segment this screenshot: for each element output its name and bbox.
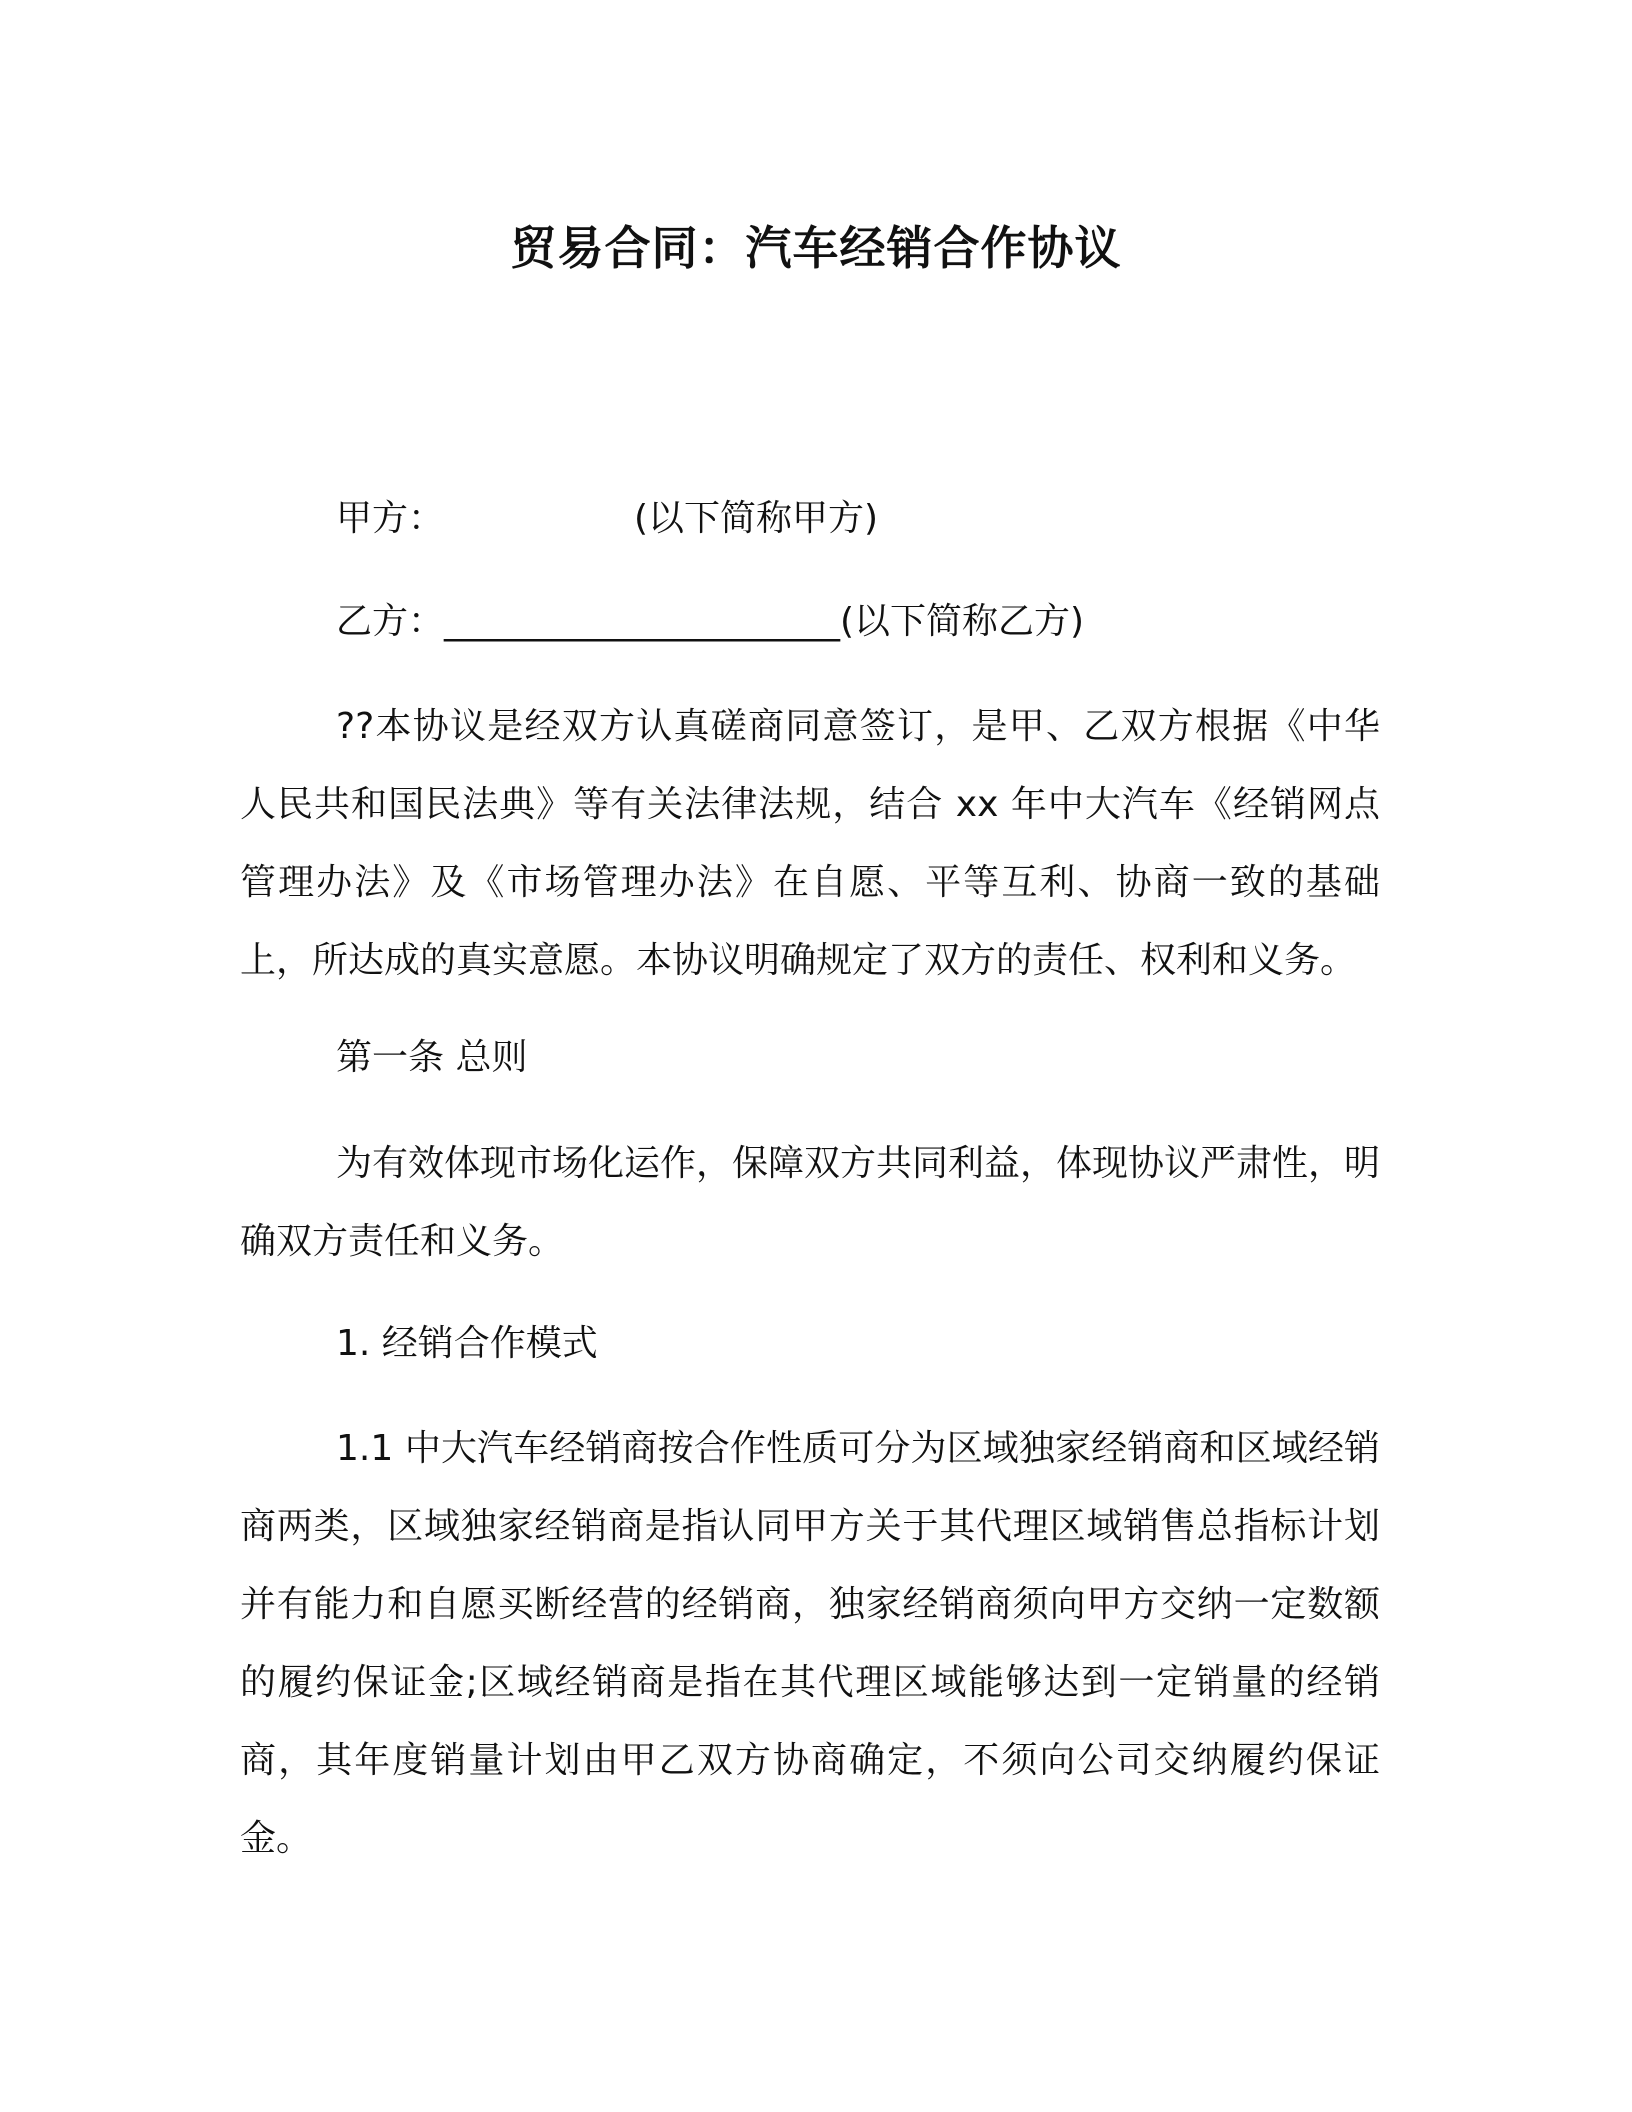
party-a-line xyxy=(336,497,878,541)
party-b-name-blank: ______________________ xyxy=(444,601,841,642)
party-b-line xyxy=(336,600,1084,644)
document-title: 贸易合同：汽车经销合作协议 xyxy=(510,221,1122,275)
party-b-suffix: (以下简称乙方) xyxy=(840,601,1085,642)
party-b-label: 乙方： xyxy=(336,601,445,642)
preamble-paragraph: ??本协议是经双方认真磋商同意签订，是甲、乙双方根据《中华人民共和国民法典》等有关法律法规，结合 xx 年中大汽车《经销网点管理办法》及《市场管理办法》在自愿、平等互利、协商一致的基础上，所达成的真实意愿。本协议明确规定了双方的责任、权利和义务。 xyxy=(240,706,1380,981)
article-1-paragraph: 为有效体现市场化运作，保障双方共同利益，体现协议严肃性，明确双方责任和义务。 xyxy=(240,1143,1381,1262)
party-a-suffix: (以下简称甲方) xyxy=(634,498,879,539)
section-1-1-paragraph: 1.1 中大汽车经销商按合作性质可分为区域独家经销商和区域经销商两类，区域独家经销商是指认同甲方关于其代理区域销售总指标计划并有能力和自愿买断经营的经销商，独家经销商须向甲方交纳一定数额的履约保证金;区域经销商是指在其代理区域能够达到一定销量的经销商，其年度销量计划由甲乙双方协商确定，不须向公司交纳履约保证金。 xyxy=(240,1428,1380,1859)
section-1-heading: 1. 经销合作模式 xyxy=(336,1323,598,1364)
article-1-heading: 第一条 总则 xyxy=(336,1037,528,1078)
party-a-label: 甲方： xyxy=(336,498,445,539)
